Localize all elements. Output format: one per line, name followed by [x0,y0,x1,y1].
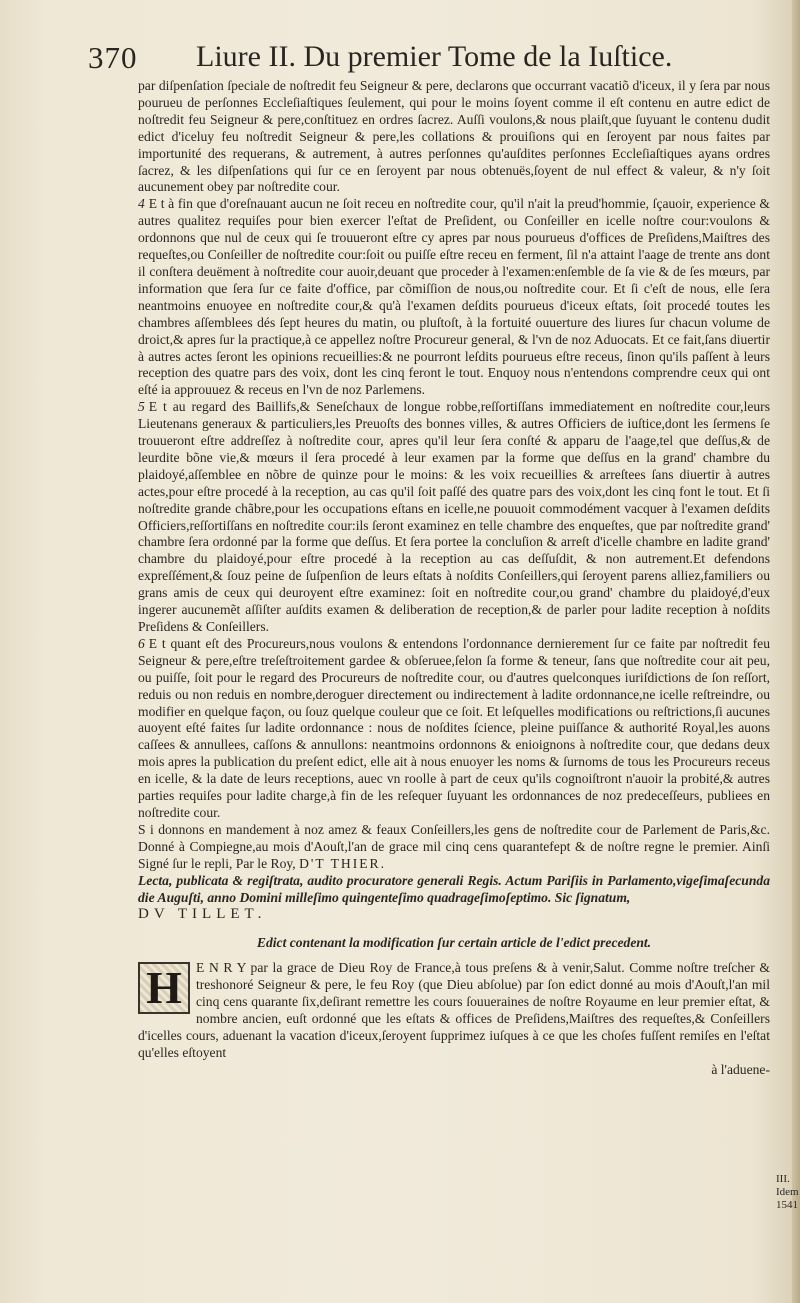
decorated-initial: H [138,962,190,1014]
page-header [88,40,688,76]
signature-tillet-line [138,906,770,923]
edict-paragraph [138,960,770,1078]
running-title: Liure II. Du premier Tome de la Iuſtice. [196,40,673,73]
catchword: à l'aduene- [711,1061,770,1077]
edict-text: E N R Y par la grace de Dieu Roy de France,à tous preſens & à venir,Salut. Comme noſtre treſcher & treshonoré Seigneur & pere, le feu Roy (que Dieu abſolue) par ſon edict donné au mois d'Aouſt,l'an mil cinq cens quarante ſix,deſirant remettre les cours ſouueraines de noſtre Royaume en leur premier eſtat, & nombre ancien, euſt ordonné que les eſtats & offices de Preſidens,Maiſtres des requeſtes,& Conſeillers d'icelles cours, aduenant la vacation d'iceux,ſeroyent ſupprimez iuſques à ce que les choſes fuſſent remiſes en l'eſtat qu'elles eſtoyent [138,960,770,1060]
paragraph-continuation: par diſpenſation ſpeciale de noſtredit feu Seigneur & pere, declarons que occurrant vacatiõ d'iceux, il y ſera par nous pourueu de perſonnes Eccleſiaſtiques ſeulement, qui pour le moins ſoyent comme il eſt contenu en autre edict de noſtredit feu Seigneur & pere,conſtituez en ordres ſacrez. Auſſi voulons,& nous plaiſt,que ſuyuant le contenu dudit edict d'iceluy feu noſtredit Seigneur & pere,les collations & prouiſions qui en ſeroyent par nous faites par importunité des requerans, & autrement, à autres perſonnes qu'auſdites perſonnes Eccleſiaſtiques ayans ordres ſacrez, & les diſpenſations qui ſur ce en ſeroyent par nous obtenuës,ſoyent de nul effect & valeur, & n'y ſoit aucunement obey par noſtredite cour. [138,78,770,195]
paragraph-4: 4 E t à fin que d'oreſnauant aucun ne ſoit receu en noſtredite cour, qu'il n'ait la preud'hommie, ſçauoir, experience & autres qualitez requiſes pour bien exercer l'eſtat de Preſident, ou Conſeiller en icelle noſtre cour:voulons & ordonnons que nul de ceux qui ſe trouueront eſtre cy apres par nous pourueus d'offices de Preſidens,Maiſtres des requeſtes,ou Conſeiller de noſtredite cour:ſoit ou puiſſe eſtre receu en ferment, ſil n'a attaint l'aage de trente ans dont il conſtera deuëment à noſtredite cour auoir,deuant que proceder à l'examen:enſemble de ſa vie & de ſes mœurs, par information que ſera ſur ce faite d'office, par cõmiſſion de nous,ou noſtredite cour. Et ſi c'eſt de nous, elle ſera neantmoins enuoyee en noſtredite cour,& qu'à l'examen deſdits pourueus d'iceux eſtats, ſoit procedé toutes les chambres aſſemblees dés ſept heures du matin, ou pluſtoſt, à la fortuité ouuerture des liures ſur chacun volume de droict,& apres ſur la practique,à ce appellez noſtre Procureur general, & l'vn de noz Aduocats. Et ce fait,ſans diuertir à autres actes ſeront les opinions recueillies:& ne pourront leſdits pourueus eſtre receus, ſinon qu'ils paſſent à leurs reception des quatre pars des voix, dont les cinq feront le tout. Enquoy nous n'entendons comprendre ceux qui ont eſté ia approuuez & receus en l'vn de noz Parlemens. [138,196,770,398]
signature-thier: D'T THIER. [299,855,386,871]
margin-note: III. Idem 1541 [776,1173,799,1211]
signature-tillet: DV TILLET. [138,906,267,923]
latin-registration: Lecta, publicata & regiſtrata, audito procuratore generali Regis. Actum Pariſiis in Parlamento,vigeſimaſecunda die Auguſti, anno Domini milleſimo quingenteſimo quadrageſimoſeptimo. Sic ſignatum, [138,872,770,905]
paragraph-number: 6 [138,635,145,651]
sic-signatum: Sic ſignatum, [554,889,631,905]
section-heading: Edict contenant la modification ſur certain article de l'edict precedent. [256,935,652,951]
paragraph-number: 5 [138,399,145,415]
paragraph-number: 4 [138,196,145,212]
page-edge [792,0,800,1303]
paragraph-closing: S i donnons en mandement à noz amez & feaux Conſeillers,les gens de noſtredite cour de Parlement de Paris,&c. Donné à Compiegne,au mois d'Aouſt,l'an de grace mil cinq cens quarantefept & de noſtre regne le premier. Ainſi Signé ſur le repli, Par le Roy, D'T THIER. [138,821,770,871]
main-text [138,78,770,1079]
page-number: 370 [88,40,138,75]
paragraph-6: 6 E t quant eſt des Procureurs,nous voulons & entendons l'ordonnance dernierement ſur ce faite par noſtredit feu Seigneur & pere,eſtre treſeſtroitement gardee & obſeruee,ſelon ſa forme & teneur, ſans que noſtredite cour ait peu, ou puiſſe, ſoit pour le regard des Procureurs de noſtredite cour, ou d'autres quelconques iuriſdictions de ſon reſſort, reduis ou non reduis en nombre,deroguer directement ou indirectement à ladite ordonnance,ne icelle reſtreindre, ou modifier en quelque façon, ou ſouz quelque couleur que ce ſoit. Et leſquelles modifications ou reſtrictions,ſi aucunes auoyent eſté faites ſur ladite ordonnance : nous de noſdites ſcience, pleine puiſſance & authorité Royal,les auons caſſees & annullees, caſſons & annullons: neantmoins ordonnons & enioignons à noſtredite cour, que dedans deux mois apres la publication du preſent edict, elle ait à nous enuoyer les noms & ſurnoms de tous les Procureurs receus en icelle, & la date de leurs receptions, auec vn roolle à part de ceux qu'ils cognoiſtront n'auoir la probité,& autres parties requiſes pour ladite charge,à fin de les reſequer ſuyuant les ordonnances de noz predeceſſeurs, publiees en noſtredite cour. [138,635,770,820]
paragraph-5: 5 E t au regard des Baillifs,& Seneſchaux de longue robbe,reſſortiſſans immediatement en noſtredite cour,leurs Lieutenans generaux & particuliers,les Preuoſts des bonnes villes, & autres Officiers de iuſtice,dont les ſermens ſe trouueront eſtre addreſſez à noſtredite cour, apres qu'il leur ſera conſté & apparu de l'aage,tel que deſſus,& de leurdite bõne vie,& mœurs il ſera procedé à leur examen par la forme que deſſus en la grand' chambre du plaidoyé,aſſemblee en nõbre de quinze pour le moins: & les voix recueillies & arreſtees ſans diuertir à autres actes,pour eſtre procedé à la reception, au cas qu'il ſoit paſſé des quatre pars des voix,dont les cinq font le tout. Et ſi noſtredite grande chãbre,pour les occupations eſtans en icelle,ne pouuoit commodément vacquer à l'examen deſdits Officiers,reſſortiſſans en noſtredite cour:ils ſeront examinez en telle chambre des enqueſtes, que par noſtredite grand' chambre ſera ordonné par la forme que deſſus. Et ſera portee la concluſion & arreſt d'icelle chambre en ladite grand' chambre du plaidoyé,pour eſtre procedé à la reception au cas deſſuſdit, & non autrement.Et defendons expreſſément,& ſouz peine de ſuſpenſion de leurs eſtats à noſdits Conſeillers,qui ſeroyent parens alliez,familiers ou grans amis de ceux qui deuroyent eſtre examinez: ſoit en noſtredite cour,ou grand' chambre du plaidoyé,d'eux ingerer aucunemẽt aſſiſter auſdits examen & deliberation de reception,& de parler pour ladite reception à noſdits Preſidens & Conſeillers. [138,399,770,634]
